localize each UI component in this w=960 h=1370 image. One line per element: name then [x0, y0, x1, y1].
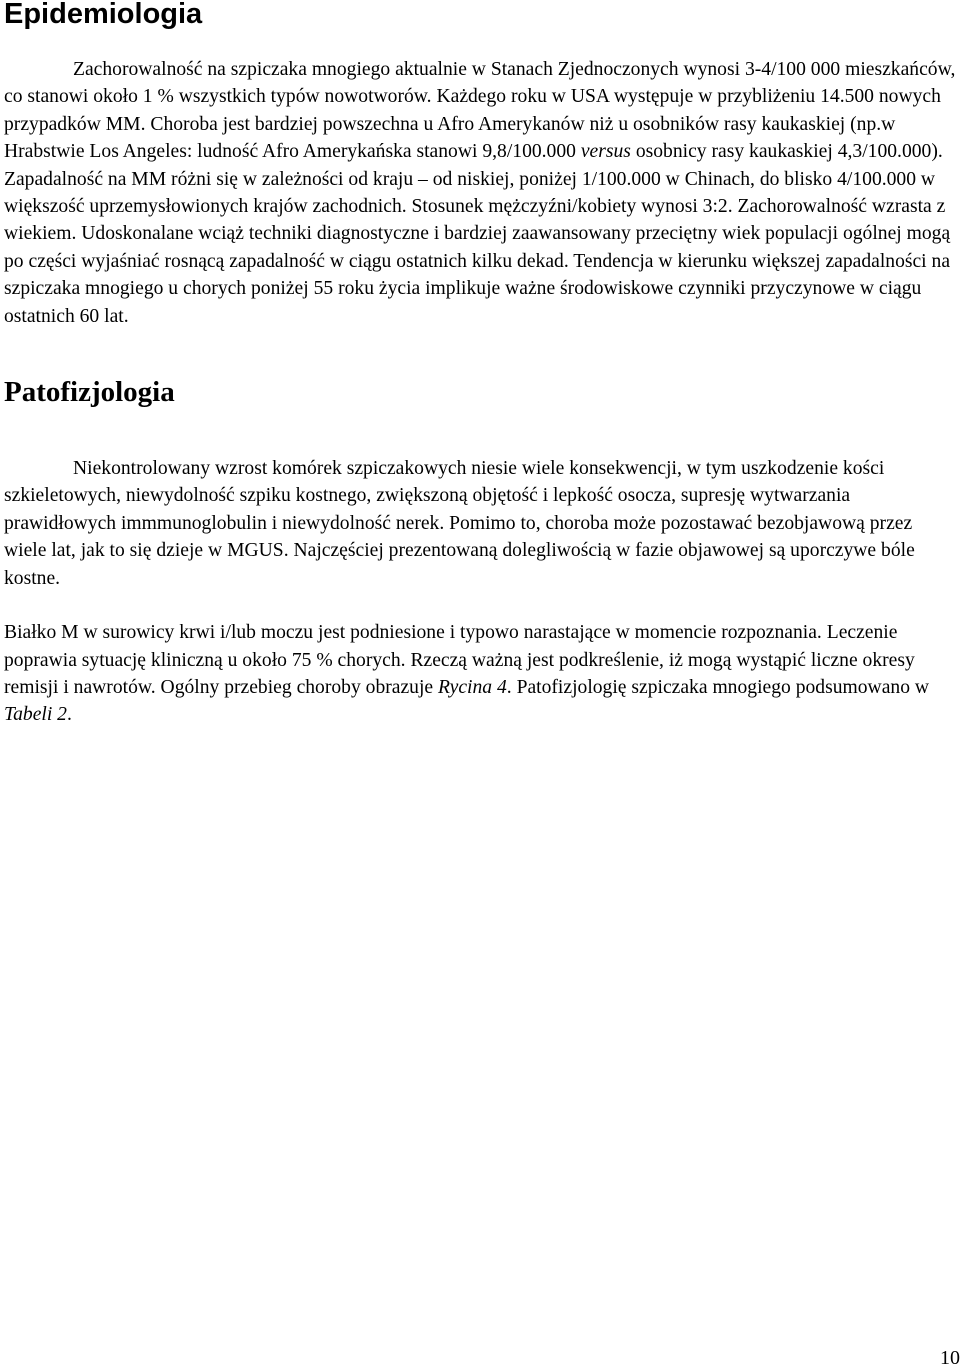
paragraph-text: Białko M w surowicy krwi i/lub moczu jest podniesione i typowo narastające w momencie rozpoznania. Leczenie poprawia sytuację kliniczną u około 75 % chorych. Rzeczą ważną jest podkreślenie, iż mogą wystąpić liczne okresy remisji i nawrotów. Ogólny przebieg choroby obrazuje: [4, 622, 915, 698]
paragraph-text: . Patofizjologię szpiczaka mnogiego podsumowano w: [506, 676, 930, 698]
section-heading-epidemiologia: Epidemiologia: [4, 0, 203, 30]
figure-reference: Rycina 4: [438, 676, 507, 698]
table-reference: Tabeli 2: [4, 704, 67, 726]
section-heading-patofizjologia: Patofizjologia: [4, 376, 175, 409]
paragraph-text: Zachorowalność na szpiczaka mnogiego aktualnie w Stanach Zjednoczonych wynosi 3-4/100 000 mieszkańców, co stanowi około 1 % wszystkich typów nowotworów. Każdego roku w USA występuje w przybliżeniu 14.500 nowych przypadków MM. Choroba jest bardziej powszechna u Afro Amerykanów niż u osobników rasy kaukaskiej (np.w Hrabstwie Los Angeles: ludność Afro Amerykańska stanowi 9,8/100.000: [4, 59, 956, 163]
italic-text: versus: [580, 141, 631, 163]
paragraph-text: .: [66, 704, 72, 726]
paragraph-epidemiology: [4, 56, 956, 330]
document-page: [4, 0, 956, 729]
paragraph-text: osobnicy rasy kaukaskiej 4,3/100.000). Zapadalność na MM różni się w zależności od kraju – od niskiej, poniżej 1/100.000 w Chinach, do blisko 4/100.000 w większość uprzemysłowionych krajów zachodnich. Stosunek mężczyźni/kobiety wynosi 3:2. Zachorowalność wzrasta z wiekiem. Udoskonalane wciąż techniki diagnostyczne i bardziej zaawansowany przeciętny wiek populacji ogólnej mogą po części wyjaśniać rosnącą zapadalność w ciągu ostatnich kilku dekad. Tendencja w kierunku większej zapadalności na szpiczaka mnogiego u chorych poniżej 55 roku życia implikuje ważne środowiskowe czynniki przyczynowe w ciągu ostatnich 60 lat.: [4, 141, 951, 327]
paragraph-pathophysiology-2: [4, 619, 956, 729]
paragraph-pathophysiology-1: Niekontrolowany wzrost komórek szpiczakowych niesie wiele konsekwencji, w tym uszkodzenie kości szkieletowych, niewydolność szpiku kostnego, zwiększoną objętość i lepkość osocza, supresję wytwarzania prawidłowych immmunoglobulin i niewydolność nerek. Pomimo to, choroba może pozostawać bezobjawową przez wiele lat, jak to się dzieje w MGUS. Najczęściej prezentowaną dolegliwością w fazie objawowej są uporczywe bóle kostne.: [4, 458, 915, 589]
page-number: 10: [940, 1347, 960, 1369]
